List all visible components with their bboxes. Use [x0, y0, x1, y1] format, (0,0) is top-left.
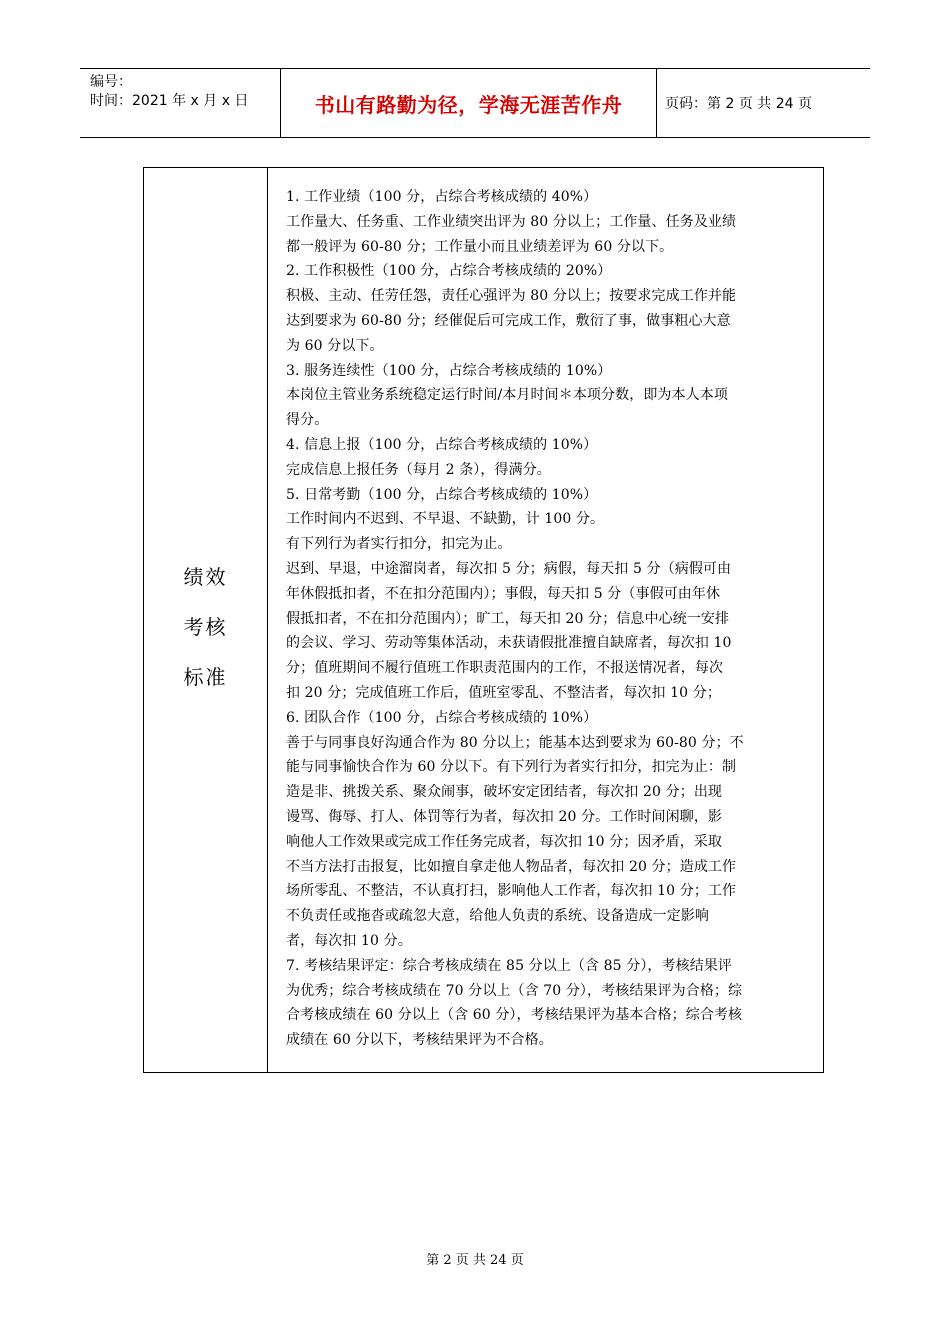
criteria-line: 都一般评为 60-80 分；工作量小而且业绩差评为 60 分以下。	[286, 238, 674, 255]
row-label-line-2: 考核	[183, 615, 228, 639]
criteria-line: 达到要求为 60-80 分；经催促后可完成工作，敷衍了事，做事粗心大意	[286, 312, 731, 329]
criteria-line: 积极、主动、任劳任怨，责任心强评为 80 分以上；按要求完成工作并能	[286, 288, 737, 305]
criteria-line: 能与同事愉快合作为 60 分以下。有下列行为者实行扣分，扣完为止：制	[286, 759, 737, 776]
criteria-line: 不负责任或拖沓或疏忽大意，给他人负责的系统、设备造成一定影响	[286, 908, 709, 925]
assessment-table	[143, 167, 824, 1073]
criteria-line: 得分。	[286, 412, 329, 429]
criteria-line: 有下列行为者实行扣分，扣完为止。	[286, 536, 512, 553]
criteria-line: 工作时间内不迟到、不早退、不缺勤，计 100 分。	[286, 511, 605, 528]
criteria-line: 迟到、早退，中途溜岗者，每次扣 5 分；病假，每天扣 5 分（病假可由	[286, 560, 732, 577]
criteria-line: 成绩在 60 分以下，考核结果评为不合格。	[286, 1032, 553, 1049]
criteria-content	[286, 185, 816, 1053]
row-label-cell	[144, 168, 268, 1072]
serial-label: 编号：	[90, 74, 132, 90]
criteria-line: 6. 团队合作（100 分，占综合考核成绩的 10%）	[286, 709, 598, 726]
criteria-line: 合考核成绩在 60 分以上（含 60 分），考核结果评为基本合格；综合考核	[286, 1007, 743, 1024]
criteria-line: 分；值班期间不履行值班工作职责范围内的工作，不报送情况者，每次	[286, 660, 724, 677]
date-line: 时间：2021 年 x 月 x 日	[90, 93, 249, 109]
criteria-line: 工作量大、任务重、工作业绩突出评为 80 分以上；工作量、任务及业绩	[286, 213, 737, 230]
criteria-line: 3. 服务连续性（100 分，占综合考核成绩的 10%）	[286, 362, 612, 379]
criteria-line: 假抵扣者，不在扣分范围内）；旷工，每天扣 20 分；信息中心统一安排	[286, 610, 730, 627]
criteria-line: 谩骂、侮辱、打人、体罚等行为者，每次扣 20 分。工作时间闲聊，影	[286, 808, 723, 825]
criteria-line: 的会议、学习、劳动等集体活动，未获请假批准擅自缺席者，每次扣 10	[286, 635, 732, 652]
criteria-line: 造是非、挑拨关系、聚众闹事，破坏安定团结者，每次扣 20 分；出现	[286, 784, 723, 801]
page-header	[80, 68, 870, 138]
criteria-line: 完成信息上报任务（每月 2 条），得满分。	[286, 461, 551, 478]
motto: 书山有路勤为径，学海无涯苦作舟	[314, 92, 623, 117]
criteria-line: 者，每次扣 10 分。	[286, 932, 412, 949]
criteria-line: 扣 20 分；完成值班工作后，值班室零乱、不整洁者，每次扣 10 分；	[286, 684, 721, 701]
criteria-line: 2. 工作积极性（100 分，占综合考核成绩的 20%）	[286, 263, 612, 280]
row-label-line-1: 绩效	[183, 565, 228, 589]
criteria-line: 善于与同事良好沟通合作为 80 分以上；能基本达到要求为 60-80 分；不	[286, 734, 744, 751]
page-info: 页码：第 2 页 共 24 页	[665, 96, 812, 112]
criteria-line: 为 60 分以下。	[286, 337, 384, 354]
criteria-line: 7. 考核结果评定：综合考核成绩在 85 分以上（含 85 分），考核结果评	[286, 957, 733, 974]
criteria-line: 响他人工作效果或完成工作任务完成者，每次扣 10 分；因矛盾，采取	[286, 833, 723, 850]
criteria-line: 1. 工作业绩（100 分，占综合考核成绩的 40%）	[286, 189, 598, 205]
criteria-line: 5. 日常考勤（100 分，占综合考核成绩的 10%）	[286, 486, 598, 503]
header-motto-cell	[280, 69, 657, 137]
criteria-line: 不当方法打击报复，比如擅自拿走他人物品者，每次扣 20 分；造成工作	[286, 858, 737, 875]
criteria-line: 4. 信息上报（100 分，占综合考核成绩的 10%）	[286, 436, 598, 453]
page-footer: 第 2 页 共 24 页	[426, 1253, 524, 1268]
header-meta	[80, 69, 280, 137]
criteria-line: 场所零乱、不整洁，不认真打扫，影响他人工作者，每次扣 10 分；工作	[286, 883, 737, 900]
criteria-line: 本岗位主管业务系统稳定运行时间/本月时间＊本项分数，即为本人本项	[286, 387, 728, 404]
criteria-line: 为优秀；综合考核成绩在 70 分以上（含 70 分），考核结果评为合格；综	[286, 982, 743, 999]
row-label-line-3: 标准	[183, 665, 228, 689]
criteria-line: 年休假抵扣者，不在扣分范围内）；事假，每天扣 5 分（事假可由年休	[286, 585, 721, 602]
